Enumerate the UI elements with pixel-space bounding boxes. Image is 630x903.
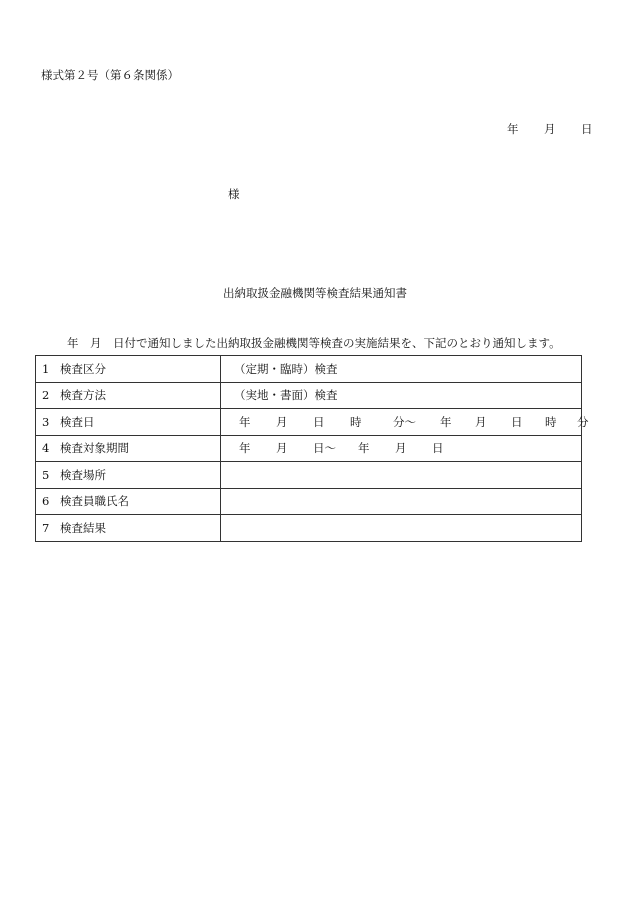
date-part: 分～	[393, 414, 416, 429]
period-part: 日～	[313, 441, 336, 456]
row-label-text: 検査場所	[60, 467, 106, 482]
row-label-text: 検査員職氏名	[60, 494, 129, 509]
period-part: 月	[395, 441, 407, 456]
row-label-inspection-method	[36, 382, 221, 409]
row-number: 1	[42, 361, 50, 376]
date-day-label: 日	[581, 122, 593, 136]
row-label-inspection-period	[36, 435, 221, 462]
row-label-text: 検査結果	[60, 520, 106, 535]
date-part: 時	[350, 414, 362, 429]
period-part: 月	[276, 441, 288, 456]
row-number: 3	[42, 414, 50, 429]
date-part: 日	[313, 414, 325, 429]
table-row	[36, 382, 582, 409]
table-row	[36, 356, 582, 383]
row-label-text: 検査対象期間	[60, 441, 129, 456]
date-year-label: 年	[507, 122, 519, 136]
inspection-date-value	[221, 409, 589, 436]
row-label-text: 検査区分	[60, 361, 106, 376]
row-label-inspector-name	[36, 488, 221, 515]
period-part: 年	[358, 441, 370, 456]
row-label-inspection-result	[36, 515, 221, 542]
row-number: 5	[42, 467, 50, 482]
recipient-suffix: 様	[228, 187, 240, 201]
date-line	[507, 121, 593, 137]
inspection-type-value: （定期・臨時）検査	[221, 356, 582, 383]
row-label-text: 検査日	[60, 414, 95, 429]
date-part: 分	[577, 414, 589, 429]
date-part: 年	[239, 414, 251, 429]
row-number: 2	[42, 388, 50, 403]
table-row	[36, 488, 582, 515]
row-number: 4	[42, 441, 50, 456]
row-label-text: 検査方法	[60, 388, 106, 403]
period-part: 年	[239, 441, 251, 456]
document-title: 出納取扱金融機関等検査結果通知書	[223, 286, 407, 300]
inspection-method-value: （実地・書面）検査	[221, 382, 582, 409]
table-row	[36, 435, 582, 462]
inspection-result-value	[221, 515, 582, 542]
inspection-place-value	[221, 462, 582, 489]
table-row	[36, 462, 582, 489]
intro-text: 年 月 日付で通知しました出納取扱金融機関等検査の実施結果を、下記のとおり通知します。	[67, 336, 561, 350]
table-row	[36, 409, 582, 436]
inspection-period-value	[221, 435, 582, 462]
form-number: 様式第２号（第６条関係）	[41, 68, 179, 82]
date-part: 日	[511, 414, 523, 429]
row-label-inspection-place	[36, 462, 221, 489]
date-part: 月	[276, 414, 288, 429]
date-part: 月	[475, 414, 487, 429]
period-part: 日	[432, 441, 444, 456]
row-label-inspection-date	[36, 409, 221, 436]
inspection-result-table	[35, 355, 589, 542]
inspector-name-value	[221, 488, 582, 515]
row-number: 6	[42, 494, 50, 509]
date-part: 時	[545, 414, 557, 429]
row-label-inspection-type	[36, 356, 221, 383]
date-month-label: 月	[544, 122, 556, 136]
date-part: 年	[440, 414, 452, 429]
row-number: 7	[42, 520, 50, 535]
table-row	[36, 515, 582, 542]
